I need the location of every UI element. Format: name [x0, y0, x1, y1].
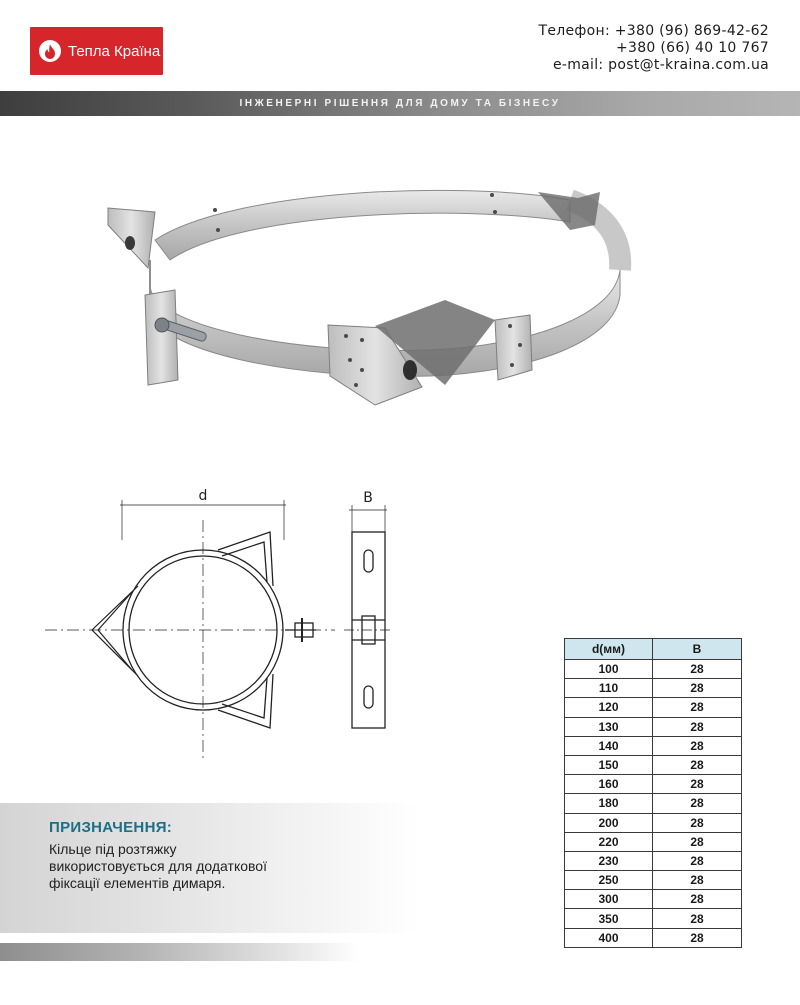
cell-width: 28: [653, 660, 742, 679]
logo-text: Тепла Країна: [68, 42, 161, 60]
purpose-line: фіксації елементів димаря.: [49, 875, 226, 891]
cell-width: 28: [653, 755, 742, 774]
cell-diameter: 160: [565, 775, 653, 794]
brand-logo[interactable]: [30, 27, 163, 75]
dim-b-label: B: [363, 490, 373, 506]
cell-width: 28: [653, 717, 742, 736]
table-row: [565, 736, 742, 755]
table-row: [565, 890, 742, 909]
cell-width: 28: [653, 679, 742, 698]
flame-icon: [39, 40, 61, 62]
table-row: [565, 832, 742, 851]
cell-width: 28: [653, 871, 742, 890]
tagline-banner: [0, 91, 800, 116]
table-row: [565, 851, 742, 870]
cell-diameter: 220: [565, 832, 653, 851]
cell-width: 28: [653, 794, 742, 813]
cell-diameter: 200: [565, 813, 653, 832]
table-row: [565, 775, 742, 794]
purpose-line: використовується для додаткової: [49, 858, 267, 874]
cell-diameter: 300: [565, 890, 653, 909]
table-header-row: [565, 639, 742, 660]
footer-bar: [0, 943, 360, 961]
table-row: [565, 755, 742, 774]
table-row: [565, 698, 742, 717]
table-row: [565, 679, 742, 698]
purpose-description: [49, 841, 389, 892]
table-row: [565, 660, 742, 679]
column-header-b: B: [653, 639, 742, 660]
table-row: [565, 717, 742, 736]
table-row: [565, 813, 742, 832]
phone-primary[interactable]: Телефон: +380 (96) 869-42-62: [538, 23, 769, 39]
cell-diameter: 140: [565, 736, 653, 755]
size-table: [564, 638, 742, 948]
table-row: [565, 794, 742, 813]
cell-diameter: 150: [565, 755, 653, 774]
cell-diameter: 180: [565, 794, 653, 813]
cell-diameter: 350: [565, 909, 653, 928]
cell-width: 28: [653, 928, 742, 947]
cell-diameter: 230: [565, 851, 653, 870]
column-header-d: d(мм): [565, 639, 653, 660]
table-body: [565, 660, 742, 948]
phone-secondary[interactable]: +380 (66) 40 10 767: [615, 40, 769, 56]
cell-diameter: 400: [565, 928, 653, 947]
table-row: [565, 909, 742, 928]
dim-d-label: d: [198, 488, 208, 504]
purpose-title: ПРИЗНАЧЕННЯ:: [49, 819, 173, 836]
cell-width: 28: [653, 775, 742, 794]
product-photo: [100, 150, 660, 450]
cell-width: 28: [653, 909, 742, 928]
cell-diameter: 120: [565, 698, 653, 717]
cell-diameter: 110: [565, 679, 653, 698]
cell-diameter: 100: [565, 660, 653, 679]
cell-diameter: 130: [565, 717, 653, 736]
technical-drawing: [40, 480, 400, 780]
cell-diameter: 250: [565, 871, 653, 890]
email-link[interactable]: e-mail: post@t-kraina.com.ua: [552, 57, 769, 73]
purpose-line: Кільце під розтяжку: [49, 841, 177, 857]
cell-width: 28: [653, 736, 742, 755]
tagline-text: ІНЖЕНЕРНІ РІШЕННЯ ДЛЯ ДОМУ ТА БІЗНЕСУ: [239, 98, 561, 109]
cell-width: 28: [653, 851, 742, 870]
cell-width: 28: [653, 698, 742, 717]
contact-block: [538, 23, 769, 74]
table-row: [565, 928, 742, 947]
cell-width: 28: [653, 813, 742, 832]
cell-width: 28: [653, 832, 742, 851]
cell-width: 28: [653, 890, 742, 909]
table-row: [565, 871, 742, 890]
